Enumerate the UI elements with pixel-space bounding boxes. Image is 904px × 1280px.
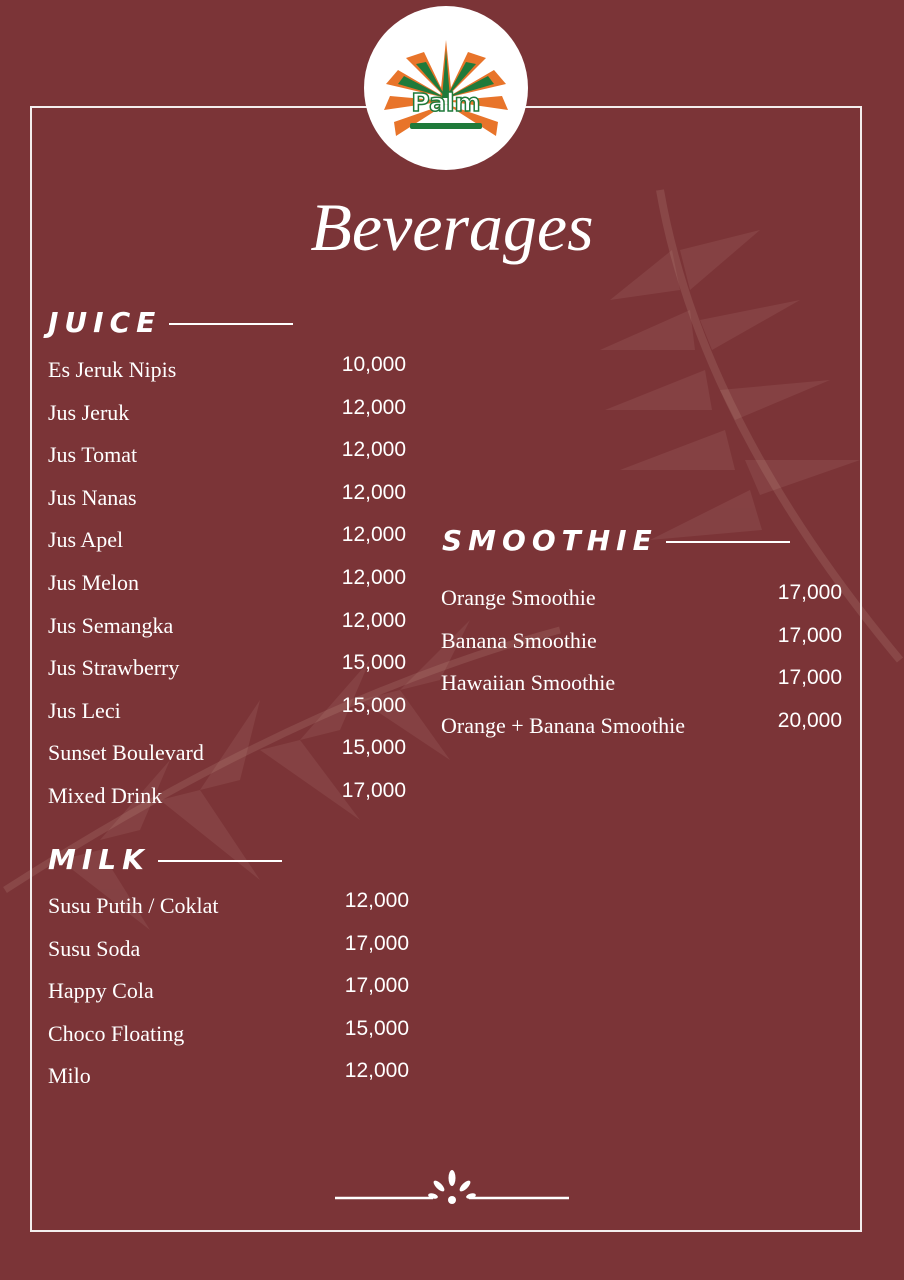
juice-heading — [48, 306, 293, 339]
juice-item-price: 15,000 — [341, 736, 406, 760]
brand-logo — [364, 6, 528, 170]
smoothie-item-name: Orange + Banana Smoothie — [441, 712, 685, 738]
juice-item-name: Jus Jeruk — [48, 399, 130, 425]
juice-item-price: 12,000 — [341, 566, 406, 589]
smoothie-item-price: 17,000 — [777, 623, 842, 647]
smoothie-item-price: 17,000 — [777, 666, 842, 690]
milk-item-name: Choco Floating — [48, 1020, 185, 1046]
juice-item-price: 12,000 — [341, 438, 406, 462]
juice-item-price: 15,000 — [341, 651, 406, 675]
smoothie-item-price: 20,000 — [777, 708, 842, 732]
juice-heading-rule — [169, 323, 293, 325]
smoothie-item-price: 17,000 — [777, 581, 842, 604]
smoothie-item-name: Banana Smoothie — [441, 627, 597, 653]
juice-item-price: 15,000 — [341, 693, 406, 717]
page-title: Beverages — [310, 189, 594, 265]
milk-item-name: Susu Putih / Coklat — [48, 893, 219, 918]
milk-item-price: 12,000 — [344, 1059, 409, 1083]
juice-item-name: Sunset Boulevard — [48, 740, 204, 766]
milk-item-price: 12,000 — [344, 889, 409, 912]
milk-item-name: Milo — [48, 1063, 91, 1089]
juice-item-name: Es Jeruk Nipis — [48, 357, 177, 382]
juice-item-price: 12,000 — [341, 395, 406, 419]
milk-item-price: 17,000 — [344, 974, 409, 998]
juice-item-name: Jus Strawberry — [48, 655, 180, 681]
logo-text: Palm — [411, 88, 481, 117]
milk-heading — [48, 843, 282, 876]
starburst-divider-icon — [333, 1166, 571, 1206]
milk-item-price: 17,000 — [344, 931, 409, 955]
juice-item-name: Jus Leci — [48, 697, 121, 723]
smoothie-item-name: Hawaiian Smoothie — [441, 670, 616, 696]
milk-heading-rule — [158, 860, 282, 862]
juice-item-name: Jus Melon — [48, 570, 140, 595]
milk-heading-label: MILK — [48, 843, 150, 876]
juice-item-name: Jus Nanas — [48, 484, 137, 510]
juice-item-price: 12,000 — [341, 608, 406, 632]
milk-item-name: Susu Soda — [48, 935, 141, 961]
logo-tagline-bar — [410, 123, 482, 129]
smoothie-heading — [442, 524, 790, 557]
juice-item-name: Jus Tomat — [48, 442, 138, 468]
milk-item-price: 15,000 — [344, 1016, 409, 1040]
milk-item-name: Happy Cola — [48, 978, 154, 1004]
juice-item-price: 10,000 — [341, 353, 406, 376]
smoothie-item-name: Orange Smoothie — [441, 585, 596, 610]
juice-item-name: Jus Apel — [48, 527, 124, 553]
juice-item-price: 17,000 — [341, 779, 406, 802]
juice-heading-label: JUICE — [48, 306, 162, 339]
smoothie-heading-label: SMOOTHIE — [442, 524, 658, 557]
juice-item-price: 12,000 — [341, 523, 406, 547]
juice-item-name: Mixed Drink — [48, 783, 163, 808]
juice-item-price: 12,000 — [341, 480, 406, 504]
juice-item-name: Jus Semangka — [48, 612, 174, 638]
smoothie-heading-rule — [666, 541, 790, 543]
